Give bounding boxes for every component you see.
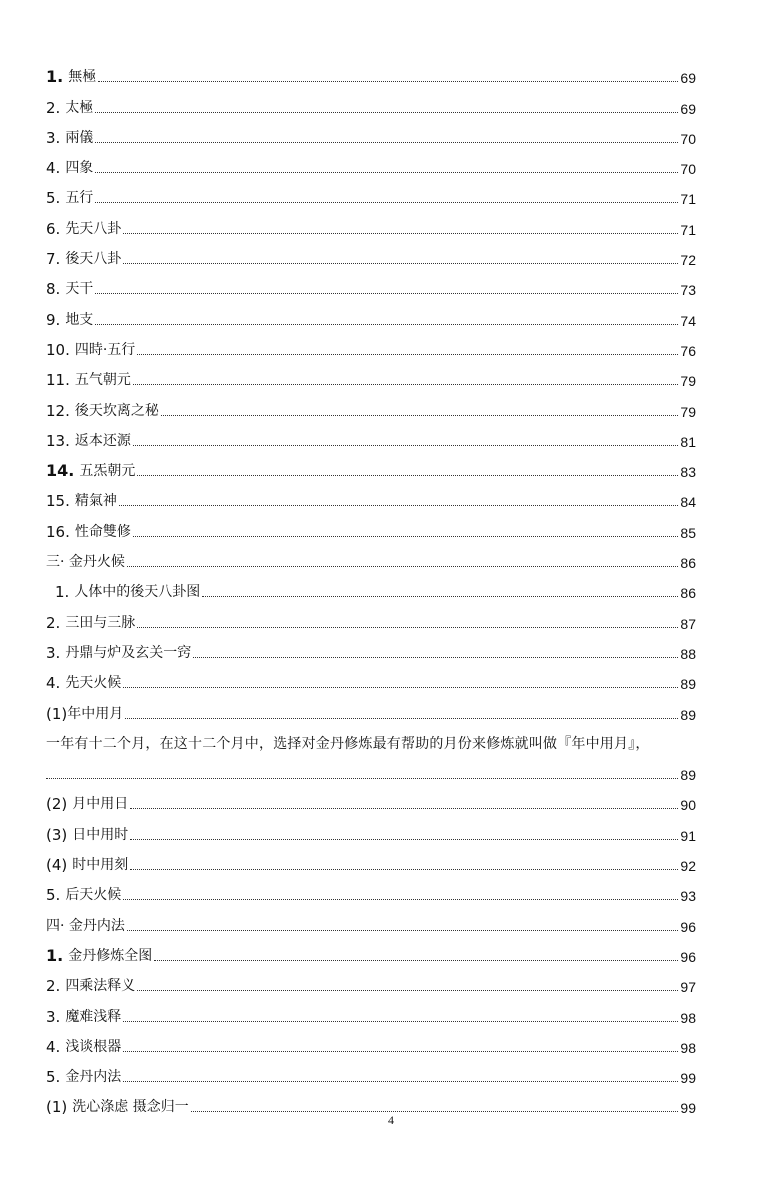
toc-entry-page: 89	[680, 767, 696, 784]
toc-entry[interactable]	[46, 571, 696, 601]
toc-entry[interactable]	[46, 359, 696, 389]
toc-entry-page: 89	[680, 706, 696, 723]
toc-entry-page: 96	[680, 918, 696, 935]
toc-entry-title: 四象	[65, 160, 94, 177]
toc-entry-title: 后天火候	[65, 887, 122, 904]
toc-entry-page: 88	[680, 645, 696, 662]
toc-entry-title: 性命雙修	[74, 523, 131, 540]
toc-entry-title: 五行	[65, 190, 94, 207]
toc-entry-title: 後天八卦	[65, 251, 122, 268]
toc-entry-page: 69	[680, 100, 696, 117]
dot-leader	[161, 415, 679, 416]
toc-entry-number: (2)	[46, 795, 68, 814]
toc-entry-page: 87	[680, 615, 696, 632]
toc-entry[interactable]	[46, 238, 696, 268]
toc-entry[interactable]	[46, 541, 696, 571]
toc-entry-title: 三· 金丹火候	[46, 554, 125, 571]
dot-leader	[125, 718, 678, 719]
toc-entry-title: 魔难浅释	[65, 1008, 122, 1025]
toc-entry-page: 99	[680, 1100, 696, 1117]
table-of-contents	[46, 56, 696, 1116]
page-number: 4	[388, 1113, 394, 1127]
toc-entry-title: 四· 金丹内法	[46, 917, 125, 934]
toc-entry-number: (1)	[46, 1098, 68, 1117]
toc-entry-title: 月中用日	[72, 796, 129, 813]
dot-leader	[154, 960, 678, 961]
toc-entry[interactable]	[46, 117, 696, 147]
toc-entry[interactable]	[46, 1056, 696, 1086]
toc-entry-number: 16.	[46, 522, 70, 541]
toc-entry[interactable]	[46, 632, 696, 662]
toc-entry-page: 79	[680, 373, 696, 390]
toc-entry[interactable]	[46, 783, 696, 813]
dot-leader	[133, 536, 679, 537]
toc-entry[interactable]	[46, 601, 696, 631]
toc-entry-page: 84	[680, 494, 696, 511]
dot-leader	[123, 1081, 678, 1082]
toc-entry-title: 金丹修炼全图	[68, 947, 153, 964]
toc-entry-number: 7.	[46, 250, 61, 269]
toc-entry-number: 15.	[46, 492, 70, 511]
dot-leader	[202, 596, 678, 597]
toc-entry[interactable]	[46, 450, 696, 480]
toc-entry-number: 12.	[46, 401, 70, 420]
toc-entry[interactable]	[46, 207, 696, 237]
dot-leader	[137, 354, 678, 355]
toc-entry[interactable]	[46, 389, 696, 419]
toc-entry-number: 2.	[46, 98, 61, 117]
toc-entry[interactable]	[46, 995, 696, 1025]
dot-leader	[95, 112, 678, 113]
dot-leader	[123, 263, 678, 264]
dot-leader	[137, 627, 678, 628]
toc-entry-title: 时中用刻	[72, 857, 129, 874]
toc-entry-title: 無極	[68, 69, 97, 86]
toc-entry-title: 年中用月	[67, 705, 124, 722]
toc-entry-title: 日中用时	[72, 826, 129, 843]
dot-leader	[123, 687, 678, 688]
toc-entry[interactable]	[46, 692, 696, 722]
toc-entry-title: 太極	[65, 99, 94, 116]
toc-entry-number: (1)	[46, 704, 68, 723]
toc-entry-number: 5.	[46, 189, 61, 208]
toc-entry-title: 丹鼎与炉及玄关一窍	[65, 644, 192, 661]
dot-leader	[123, 899, 678, 900]
dot-leader	[95, 324, 678, 325]
dot-leader	[46, 778, 678, 779]
toc-entry-title: 地支	[65, 311, 94, 328]
toc-entry[interactable]	[46, 1086, 696, 1116]
toc-entry[interactable]	[46, 1026, 696, 1056]
toc-entry-page: 73	[680, 282, 696, 299]
dot-leader	[98, 81, 678, 82]
toc-entry-number: 4.	[46, 1037, 61, 1056]
toc-entry-number: 9.	[46, 310, 61, 329]
toc-entry-page: 99	[680, 1070, 696, 1087]
toc-entry-page: 79	[680, 403, 696, 420]
toc-entry-page: 72	[680, 252, 696, 269]
dot-leader	[130, 839, 678, 840]
toc-entry[interactable]	[46, 813, 696, 843]
dot-leader	[127, 930, 679, 931]
dot-leader	[137, 990, 678, 991]
dot-leader	[95, 293, 678, 294]
toc-entry-number: (3)	[46, 825, 68, 844]
toc-entry[interactable]	[46, 874, 696, 904]
toc-entry-page: 71	[680, 191, 696, 208]
toc-entry-title: 四乘法释义	[65, 978, 136, 995]
toc-entry[interactable]	[46, 723, 696, 753]
toc-entry-page: 69	[680, 70, 696, 87]
toc-entry-title: 一年有十二个月，在这十二个月中，选择对金丹修炼最有帮助的月份来修炼就叫做『年中用月』，	[46, 735, 650, 752]
dot-leader	[95, 142, 678, 143]
dot-leader	[123, 1051, 678, 1052]
toc-entry-title: 先天火候	[65, 675, 122, 692]
toc-entry[interactable]	[46, 510, 696, 540]
toc-entry-number: 1.	[46, 67, 64, 87]
toc-entry[interactable]	[46, 298, 696, 328]
toc-entry-title: 兩儀	[65, 129, 94, 146]
dot-leader	[133, 445, 679, 446]
dot-leader	[95, 202, 678, 203]
toc-entry-title: 先天八卦	[65, 220, 122, 237]
dot-leader	[127, 566, 679, 567]
toc-entry[interactable]	[46, 268, 696, 298]
toc-entry-page: 76	[680, 342, 696, 359]
toc-entry-number: 2.	[46, 613, 61, 632]
toc-entry-number: (4)	[46, 856, 68, 875]
toc-entry-title: 返本还源	[74, 432, 131, 449]
toc-entry-number: 4.	[46, 674, 61, 693]
toc-entry[interactable]	[46, 147, 696, 177]
toc-entry-page: 90	[680, 797, 696, 814]
toc-entry-title: 洗心涤虑 摄念归一	[72, 1099, 189, 1116]
dot-leader	[133, 384, 679, 385]
toc-entry[interactable]	[46, 965, 696, 995]
toc-entry-title: 金丹内法	[65, 1069, 122, 1086]
toc-entry-number: 13.	[46, 431, 70, 450]
toc-entry-number: 8.	[46, 280, 61, 299]
toc-entry-title: 五炁朝元	[79, 463, 136, 480]
toc-entry-number: 3.	[46, 128, 61, 147]
toc-entry-number: 14.	[46, 461, 75, 481]
toc-entry-page: 93	[680, 888, 696, 905]
toc-entry-number: 5.	[46, 1068, 61, 1087]
dot-leader	[123, 233, 678, 234]
toc-entry-number: 11.	[46, 371, 70, 390]
toc-entry-title: 精氣神	[74, 493, 117, 510]
dot-leader	[95, 172, 678, 173]
dot-leader	[123, 1021, 678, 1022]
toc-entry-page: 91	[680, 827, 696, 844]
toc-entry-number: 5.	[46, 886, 61, 905]
toc-entry-page: 86	[680, 555, 696, 572]
toc-entry-number: 3.	[46, 643, 61, 662]
toc-entry[interactable]	[46, 177, 696, 207]
toc-entry[interactable]	[46, 56, 696, 86]
toc-entry-page: 92	[680, 858, 696, 875]
toc-entry-page: 97	[680, 979, 696, 996]
toc-entry-number: 1.	[46, 945, 64, 965]
toc-entry-title: 三田与三脉	[65, 614, 136, 631]
toc-entry[interactable]	[46, 904, 696, 934]
toc-entry-page: 98	[680, 1009, 696, 1026]
toc-entry[interactable]	[46, 86, 696, 116]
dot-leader	[130, 869, 678, 870]
toc-entry-number: 1.	[55, 583, 70, 602]
toc-entry-page: 85	[680, 524, 696, 541]
toc-entry-page: 86	[680, 585, 696, 602]
toc-entry[interactable]	[46, 420, 696, 450]
toc-entry-number: 3.	[46, 1007, 61, 1026]
toc-entry[interactable]	[46, 753, 696, 783]
toc-entry-page: 89	[680, 676, 696, 693]
toc-entry-page: 71	[680, 221, 696, 238]
toc-entry-number: 6.	[46, 219, 61, 238]
dot-leader	[137, 475, 678, 476]
dot-leader	[130, 808, 678, 809]
toc-entry-title: 天干	[65, 281, 94, 298]
dot-leader	[119, 505, 679, 506]
toc-entry-title: 人体中的後天八卦图	[74, 584, 201, 601]
toc-entry-title: 五气朝元	[74, 372, 131, 389]
toc-entry-page: 81	[680, 433, 696, 450]
toc-entry-number: 10.	[46, 340, 70, 359]
dot-leader	[193, 657, 678, 658]
toc-entry[interactable]	[46, 329, 696, 359]
toc-entry-page: 83	[680, 464, 696, 481]
toc-entry-page: 98	[680, 1039, 696, 1056]
toc-entry-number: 2.	[46, 977, 61, 996]
toc-entry-title: 後天坎离之秘	[74, 402, 159, 419]
toc-entry-page: 70	[680, 161, 696, 178]
toc-entry-title: 浅谈根器	[65, 1038, 122, 1055]
toc-entry-page: 96	[680, 948, 696, 965]
toc-entry-title: 四時·五行	[74, 341, 136, 358]
toc-entry[interactable]	[46, 844, 696, 874]
toc-entry[interactable]	[46, 935, 696, 965]
toc-entry[interactable]	[46, 480, 696, 510]
toc-entry-page: 74	[680, 312, 696, 329]
toc-entry-page: 70	[680, 130, 696, 147]
toc-entry-number: 4.	[46, 159, 61, 178]
toc-entry[interactable]	[46, 662, 696, 692]
